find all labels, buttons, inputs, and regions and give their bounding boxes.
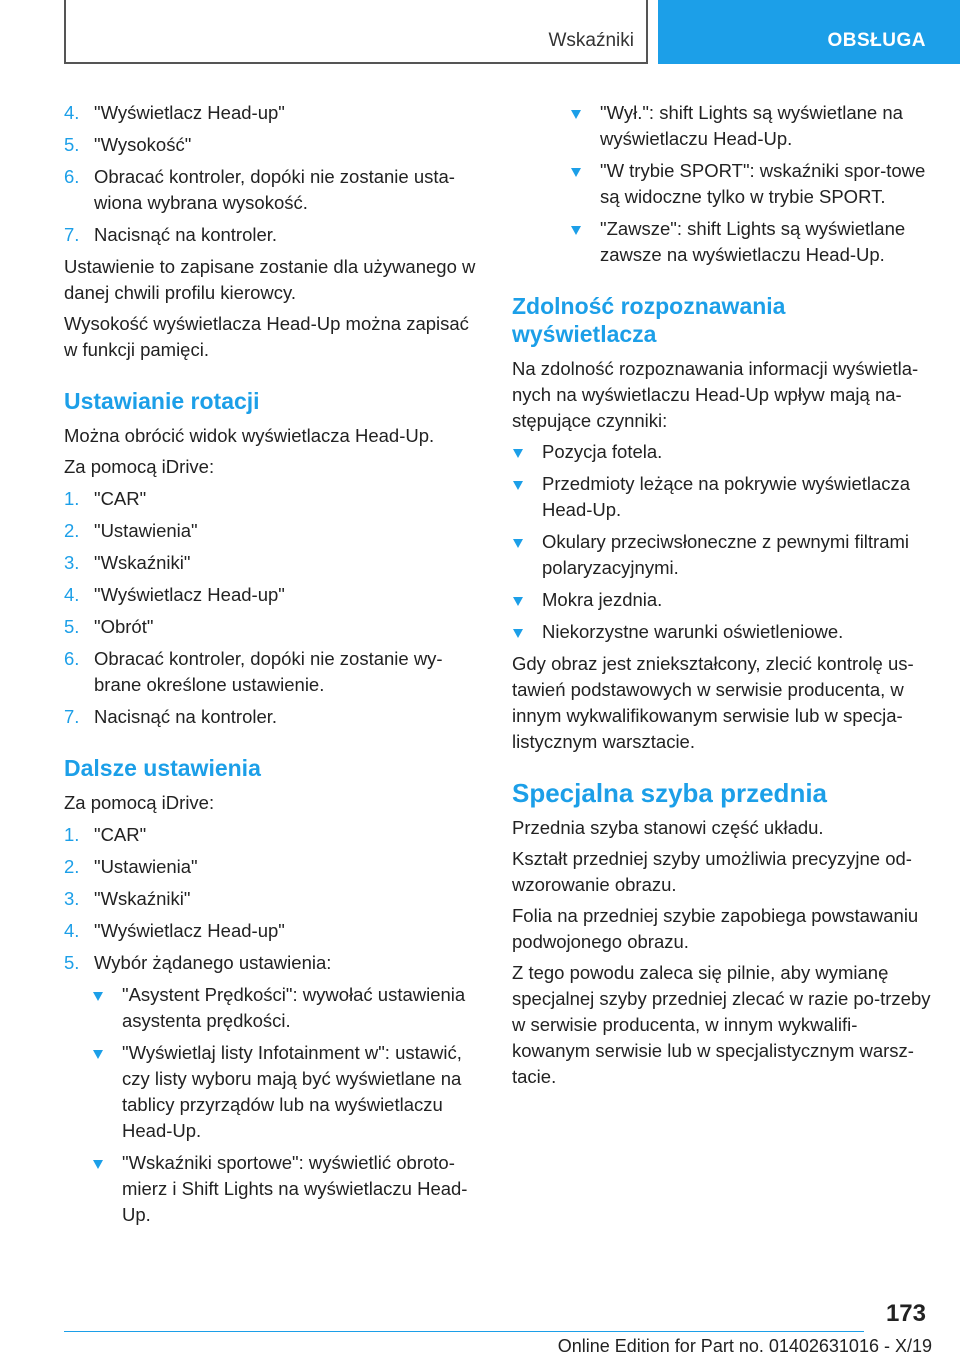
list-item: 2. "Ustawienia" bbox=[64, 856, 198, 877]
section-tab bbox=[64, 0, 648, 64]
list-item: 7. Nacisnąć na kontroler. bbox=[64, 706, 278, 727]
right-column bbox=[512, 100, 932, 1095]
sub-bullet-item: "Asystent Prędkości": wywołać ustawienia asystenta prędkości. bbox=[92, 982, 478, 1034]
paragraph: Za pomocą iDrive: bbox=[64, 792, 215, 813]
bullet-triangle-icon bbox=[93, 1160, 103, 1169]
heading-rotation: Ustawianie rotacji bbox=[64, 388, 260, 414]
bullet-triangle-icon bbox=[571, 226, 581, 235]
sub-bullet-item: "Wskaźniki sportowe": wyświetlić obroto-mierz i Shift Lights na wyświetlaczu Head-Up. bbox=[92, 1150, 478, 1228]
sub-bullet-item: "Wyświetlaj listy Infotainment w": ustawić, czy listy wyboru mają być wyświetlane na tablicy przyrządów lub na wyświetlaczu Head-Up. bbox=[92, 1040, 478, 1144]
bullet-triangle-icon bbox=[571, 110, 581, 119]
bullet-item: Przedmioty leżące na pokrywie wyświetlacza Head-Up. bbox=[512, 471, 932, 523]
paragraph: Gdy obraz jest zniekształcony, zlecić kontrolę us-tawień podstawowych w serwisie producenta, w innym wykwalifikowanym serwisie lub w specja-listycznym warsztacie. bbox=[512, 653, 914, 752]
heading-more-settings: Dalsze ustawienia bbox=[64, 755, 261, 781]
list-item: 4. "Wyświetlacz Head-up" bbox=[64, 102, 285, 123]
list-item: 7. Nacisnąć na kontroler. bbox=[64, 224, 278, 245]
bullet-triangle-icon bbox=[93, 1050, 103, 1059]
paragraph: Z tego powodu zaleca się pilnie, aby wymianę specjalnej szyby przedniej zlecać w razie po-trzeby w serwisie producenta, w innym wykwalifi-kowanym serwisie lub w specjalistycznym warsz-tacie. bbox=[512, 962, 931, 1087]
list-item: 5. Wybór żądanego ustawienia: bbox=[64, 952, 332, 973]
paragraph: Folia na przedniej szybie zapobiega powstawaniu podwojonego obrazu. bbox=[512, 905, 919, 952]
list-item: 1. "CAR" bbox=[64, 824, 147, 845]
list-item: 3. "Wskaźniki" bbox=[64, 552, 191, 573]
bullet-triangle-icon bbox=[93, 992, 103, 1001]
page-number: 173 bbox=[885, 1300, 926, 1327]
footer-rule bbox=[64, 1331, 864, 1332]
paragraph: Kształt przedniej szyby umożliwia precyzyjne od-wzorowanie obrazu. bbox=[512, 848, 912, 895]
list-item: 6. Obracać kontroler, dopóki nie zostanie usta-wiona wybrana wysokość. bbox=[64, 166, 455, 213]
paragraph: Na zdolność rozpoznawania informacji wyświetla-nych na wyświetlaczu Head-Up wpływ mają na-stępujące czynniki: bbox=[512, 358, 919, 431]
bullet-triangle-icon bbox=[513, 539, 523, 548]
list-item: 2. "Ustawienia" bbox=[64, 520, 198, 541]
left-column bbox=[64, 100, 478, 1234]
bullet-item: Okulary przeciwsłoneczne z pewnymi filtrami polaryzacyjnymi. bbox=[512, 529, 932, 581]
bullet-item: Mokra jezdnia. bbox=[512, 587, 932, 613]
list-item: 5. "Obrót" bbox=[64, 616, 154, 637]
bullet-item: Niekorzystne warunki oświetleniowe. bbox=[512, 619, 932, 645]
paragraph: Ustawienie to zapisane zostanie dla używanego w danej chwili profilu kierowcy. bbox=[64, 256, 476, 303]
bullet-item: "Wył.": shift Lights są wyświetlane na wyświetlaczu Head-Up. bbox=[570, 100, 932, 152]
paragraph: Przednia szyba stanowi część układu. bbox=[512, 817, 824, 838]
paragraph: Wysokość wyświetlacza Head-Up można zapisać w funkcji pamięci. bbox=[64, 313, 469, 360]
bullet-item: "Zawsze": shift Lights są wyświetlane zawsze na wyświetlaczu Head-Up. bbox=[570, 216, 932, 268]
bullet-triangle-icon bbox=[513, 597, 523, 606]
paragraph: Można obrócić widok wyświetlacza Head-Up. bbox=[64, 425, 435, 446]
bullet-triangle-icon bbox=[513, 629, 523, 638]
bullet-triangle-icon bbox=[513, 449, 523, 458]
bullet-triangle-icon bbox=[571, 168, 581, 177]
list-item: 5. "Wysokość" bbox=[64, 134, 192, 155]
footer-edition: Online Edition for Part no. 01402631016 - X/19 bbox=[557, 1336, 932, 1356]
list-item: 4. "Wyświetlacz Head-up" bbox=[64, 584, 285, 605]
list-item: 4. "Wyświetlacz Head-up" bbox=[64, 920, 285, 941]
chapter-title: OBSŁUGA bbox=[827, 30, 926, 51]
heading-windshield: Specjalna szyba przednia bbox=[512, 778, 828, 808]
list-item: 6. Obracać kontroler, dopóki nie zostanie wy-brane określone ustawienie. bbox=[64, 648, 443, 695]
bullet-item: Pozycja fotela. bbox=[512, 439, 932, 465]
paragraph: Za pomocą iDrive: bbox=[64, 456, 215, 477]
bullet-item: "W trybie SPORT": wskaźniki spor-towe są widoczne tylko w trybie SPORT. bbox=[570, 158, 932, 210]
bullet-triangle-icon bbox=[513, 481, 523, 490]
heading-legibility: Zdolność rozpoznawania wyświetlacza bbox=[512, 293, 786, 347]
list-item: 1. "CAR" bbox=[64, 488, 147, 509]
list-item: 3. "Wskaźniki" bbox=[64, 888, 191, 909]
section-title: Wskaźniki bbox=[548, 30, 634, 51]
chapter-tab bbox=[658, 0, 960, 64]
